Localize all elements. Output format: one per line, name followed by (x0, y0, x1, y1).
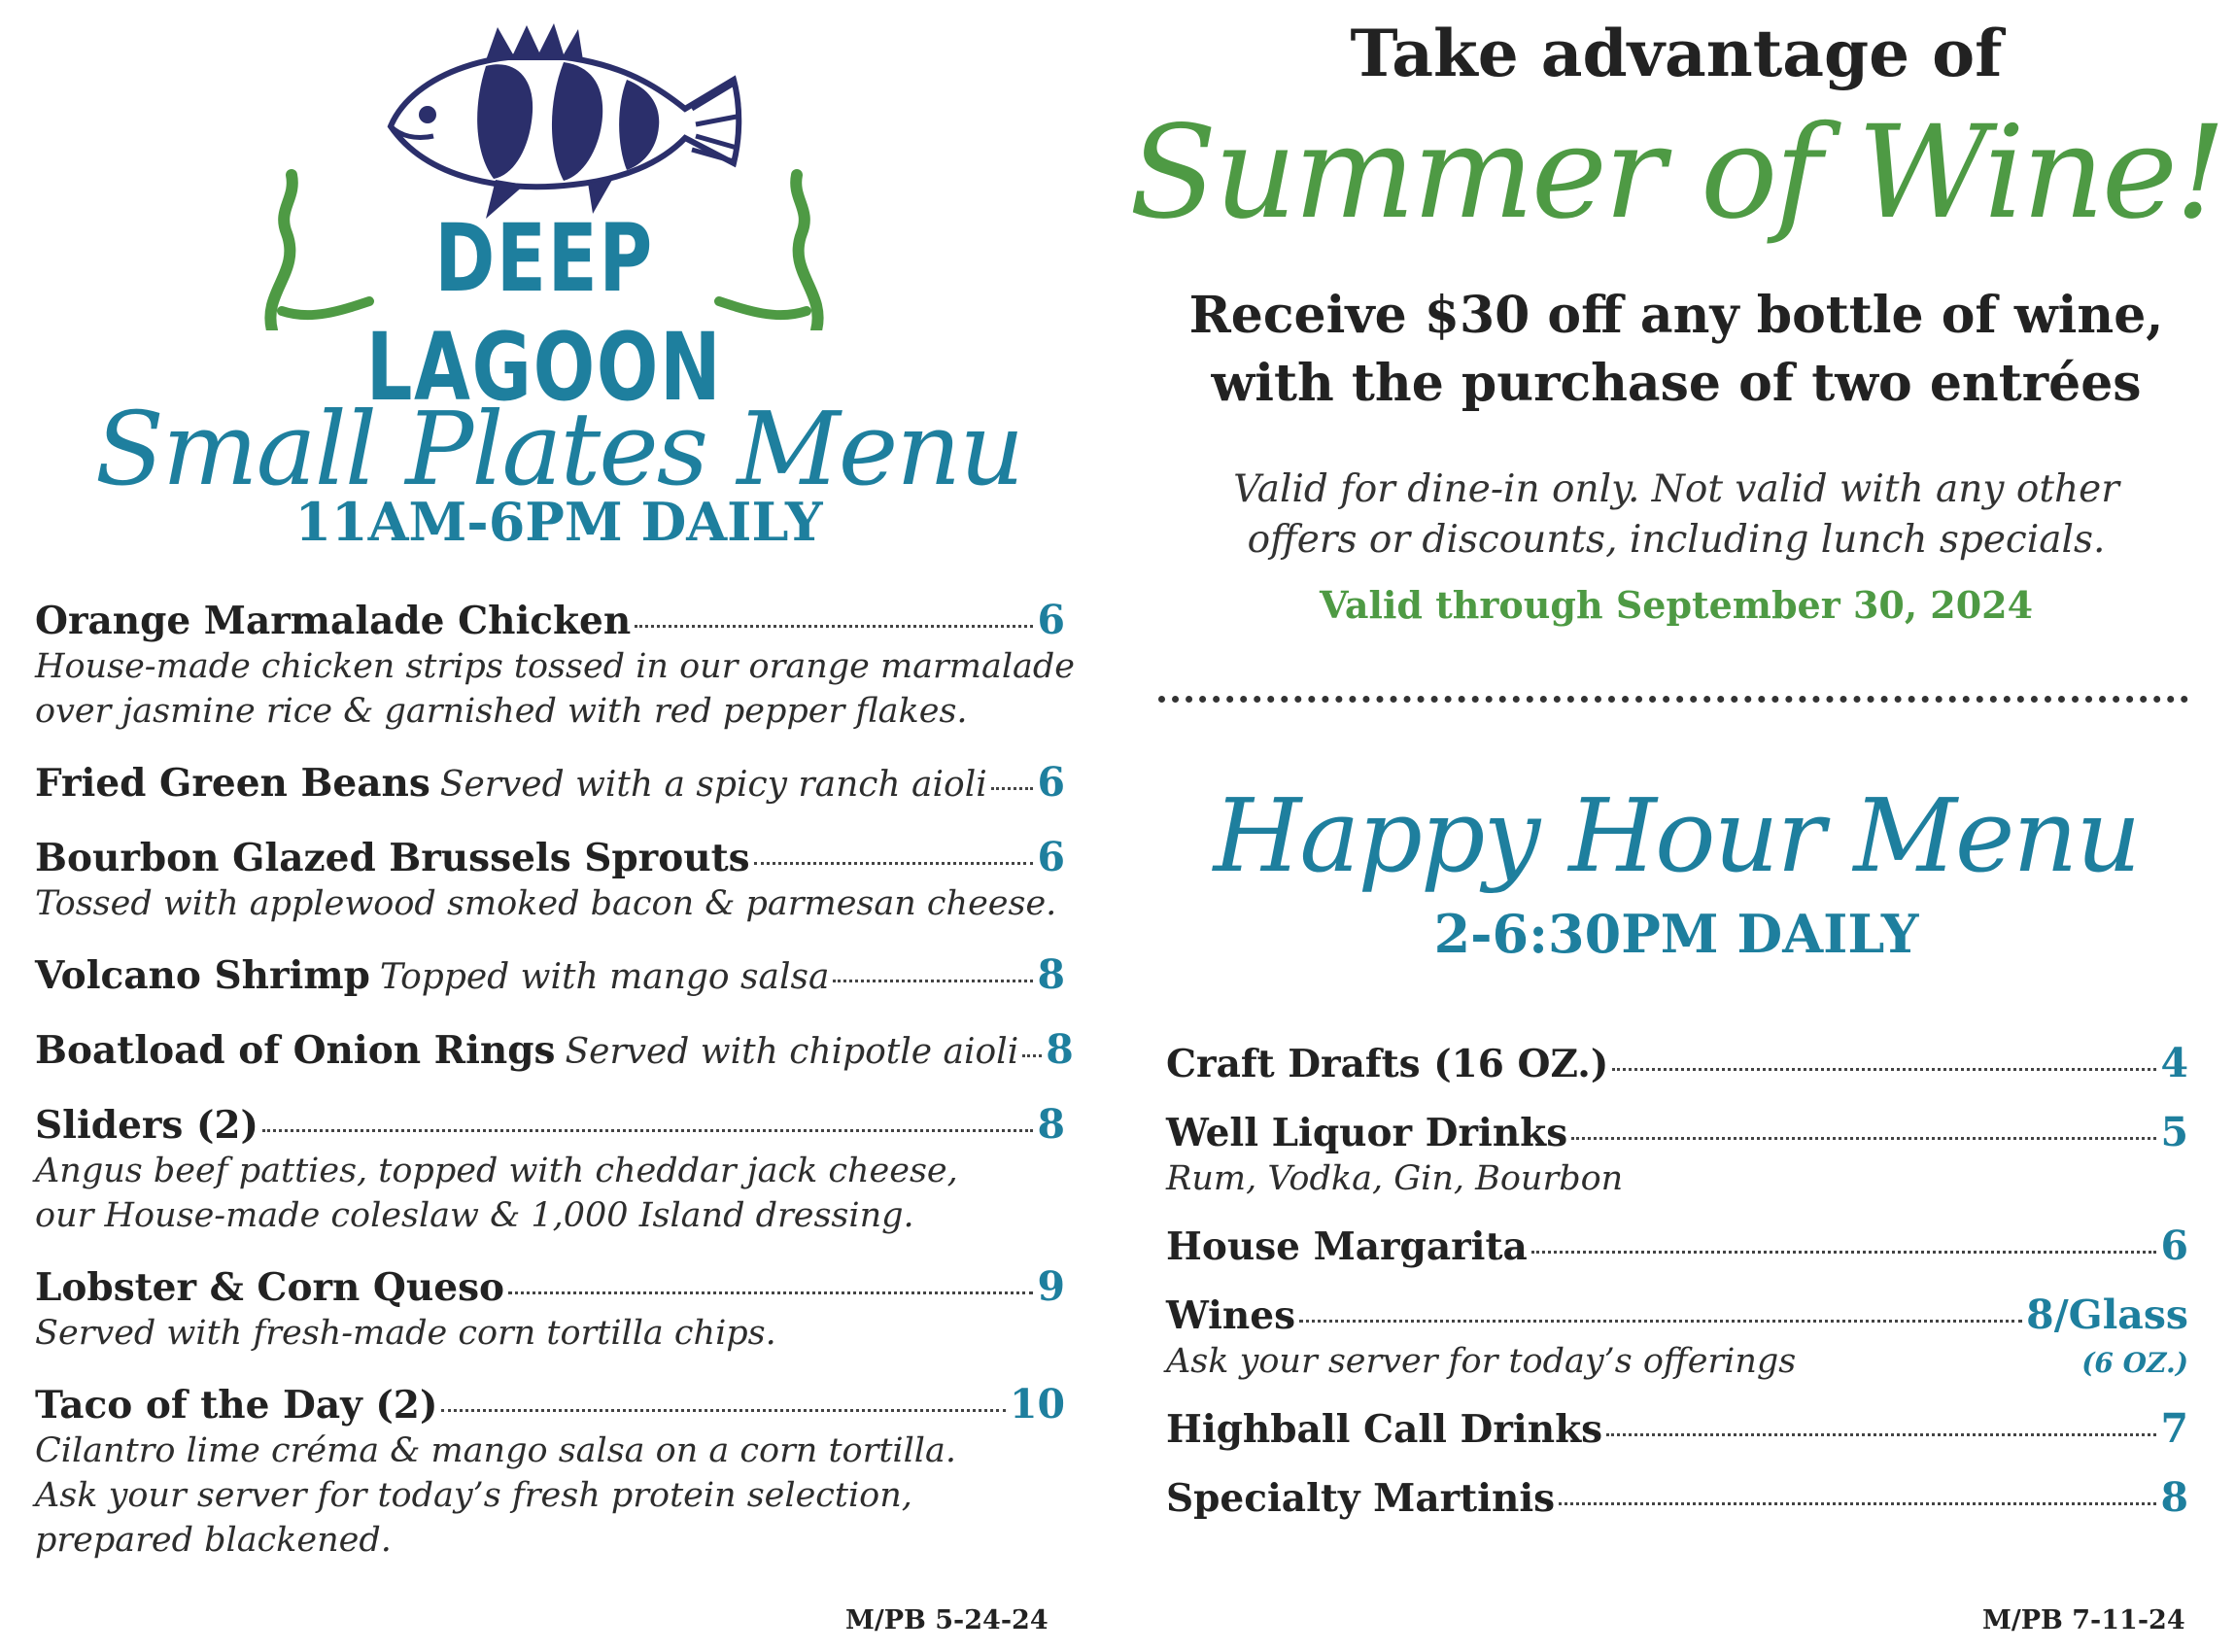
promo-valid-date: Valid through September 30, 2024 (1319, 583, 2034, 627)
menu-item-name: Fried Green Beans (35, 761, 430, 806)
dot-leader (1606, 1433, 2156, 1436)
menu-item-price: 8 (2160, 1474, 2188, 1521)
menu-item-price: 8 (1037, 951, 1065, 998)
menu-item-name: Boatload of Onion Rings (35, 1028, 556, 1073)
menu-item-price: 6 (1037, 759, 1065, 806)
menu-item-price: 8 (1037, 1101, 1065, 1148)
menu-item-desc: our House-made coleslaw & 1,000 Island dressing. (35, 1196, 914, 1235)
menu-item-line (35, 951, 1065, 1001)
menu-item-name: Well Liquor Drinks (1166, 1111, 1568, 1155)
menu-item-desc: prepared blackened. (35, 1521, 392, 1560)
menu-item-desc: Ask your server for today’s offerings (1166, 1342, 1797, 1381)
promo-lead: Take advantage of (1350, 16, 2003, 91)
menu-item-line (1166, 1040, 2188, 1087)
menu-item (35, 597, 1076, 734)
dot-leader (833, 980, 1033, 982)
menu-item (35, 951, 1065, 1001)
promo-terms (1118, 465, 2235, 566)
dot-leader (1571, 1137, 2156, 1140)
dot-leader (1559, 1502, 2156, 1505)
menu-item-desc-row (1166, 1339, 2188, 1384)
menu-item-price: 8/Glass (2026, 1291, 2188, 1338)
promo-offer (1118, 282, 2235, 418)
menu-item-desc: House-made chicken strips tossed in our orange marmalade (35, 647, 1076, 686)
menu-item (1166, 1109, 2188, 1201)
dot-leader (635, 625, 1033, 628)
menu-code: M/PB 5-24-24 (845, 1605, 1049, 1635)
menu-item-line (1166, 1109, 2188, 1156)
menu-item-line (35, 597, 1065, 644)
menu-item-price: 9 (1037, 1263, 1065, 1310)
menu-item-line (35, 1263, 1065, 1311)
menu-item-price: 6 (1037, 597, 1065, 643)
menu-item (35, 1263, 1065, 1356)
menu-item-desc: over jasmine rice & garnished with red pepper flakes. (35, 692, 968, 731)
promo-terms-line: offers or discounts, including lunch specials. (1247, 518, 2106, 562)
menu-item (35, 834, 1065, 926)
menu-item (1166, 1291, 2188, 1384)
small-plates-hours: 11AM-6PM DAILY (294, 491, 823, 553)
happy-hour-hours: 2-6:30PM DAILY (1433, 903, 1919, 965)
menu-item-name: Volcano Shrimp (35, 953, 370, 998)
menu-item-desc: Cilantro lime créma & mango salsa on a corn tortilla. (35, 1431, 956, 1470)
menu-item-name: Sliders (2) (35, 1103, 259, 1148)
dot-leader (1531, 1251, 2157, 1254)
menu-item-line (1166, 1222, 2188, 1270)
menu-item-inline-desc: Served with a spicy ranch aioli (439, 765, 987, 805)
menu-item-line (35, 1381, 1065, 1428)
menu-item-price: 6 (2160, 1222, 2188, 1269)
menu-item-line (35, 759, 1065, 809)
dot-leader (991, 787, 1034, 790)
menu-item-line (1166, 1405, 2188, 1453)
menu-item (35, 759, 1065, 809)
small-plates-title: Small Plates Menu (94, 390, 1023, 508)
menu-item-desc: Tossed with applewood smoked bacon & parmesan cheese. (35, 884, 1057, 923)
promo-script-title: Summer of Wine! (1129, 98, 2223, 248)
happy-hour-list (1166, 1040, 2188, 1522)
small-plates-list (35, 597, 1076, 1563)
menu-item-inline-desc: Topped with mango salsa (379, 957, 830, 997)
menu-item-name: Highball Call Drinks (1166, 1407, 1603, 1452)
dot-leader (754, 862, 1034, 865)
menu-item-line (1166, 1291, 2188, 1339)
menu-item-name: Orange Marmalade Chicken (35, 599, 632, 643)
menu-item-inline-desc: Served with chipotle aioli (565, 1032, 1019, 1072)
menu-item-price: 5 (2160, 1109, 2188, 1155)
menu-code: M/PB 7-11-24 (1982, 1605, 2185, 1635)
dot-leader (441, 1409, 1006, 1412)
menu-item (1166, 1405, 2188, 1453)
promo-terms-line: Valid for dine-in only. Not valid with any other (1233, 467, 2119, 511)
menu-item-line (35, 1101, 1065, 1149)
menu-item-desc: Ask your server for today’s fresh protein selection, (35, 1476, 912, 1515)
happy-hour-title: Happy Hour Menu (1213, 776, 2140, 895)
menu-item (35, 1101, 1065, 1238)
menu-item-name: Craft Drafts (16 OZ.) (1166, 1042, 1609, 1086)
menu-item-price: 10 (1009, 1381, 1065, 1428)
menu-item-desc: Angus beef patties, topped with cheddar jack cheese, (35, 1152, 958, 1190)
promo-happy-hour-panel (1118, 0, 2235, 1652)
promo-offer-line: Receive $30 off any bottle of wine, (1188, 286, 2164, 345)
menu-item (1166, 1474, 2188, 1522)
menu-item-note: (6 OZ.) (2081, 1347, 2188, 1379)
menu-item-desc: Rum, Vodka, Gin, Bourbon (1166, 1159, 1624, 1198)
menu-item-price: 7 (2160, 1405, 2188, 1452)
menu-item-line (1166, 1474, 2188, 1522)
deep-lagoon-logo (243, 19, 845, 422)
dot-leader (1612, 1068, 2156, 1071)
dot-leader (508, 1291, 1033, 1294)
menu-item-name: Taco of the Day (2) (35, 1383, 438, 1428)
menu-item-price: 6 (1037, 834, 1065, 880)
dot-leader (1022, 1054, 1042, 1057)
menu-item-desc-row (1166, 1156, 2188, 1201)
menu-item-line (35, 1026, 1074, 1076)
menu-item-desc: Served with fresh-made corn tortilla chips. (35, 1314, 776, 1353)
menu-item (1166, 1040, 2188, 1087)
menu-item-name: Specialty Martinis (1166, 1476, 1556, 1521)
menu-item-name: House Margarita (1166, 1224, 1528, 1269)
menu-item-price: 4 (2160, 1040, 2188, 1086)
dotted-divider (1158, 696, 2188, 703)
menu-item-name: Wines (1166, 1293, 1296, 1338)
menu-item-price: 8 (1046, 1026, 1074, 1073)
menu-item-name: Bourbon Glazed Brussels Sprouts (35, 836, 750, 880)
menu-item-name: Lobster & Corn Queso (35, 1265, 505, 1310)
menu-item (35, 1026, 1074, 1076)
dot-leader (262, 1129, 1033, 1132)
promo-offer-line: with the purchase of two entrées (1211, 354, 2142, 413)
menu-item (1166, 1222, 2188, 1270)
dot-leader (1299, 1320, 2022, 1323)
menu-item (35, 1381, 1065, 1563)
brand-wordmark: DEEP LAGOON (365, 204, 723, 422)
menu-item-line (35, 834, 1065, 881)
